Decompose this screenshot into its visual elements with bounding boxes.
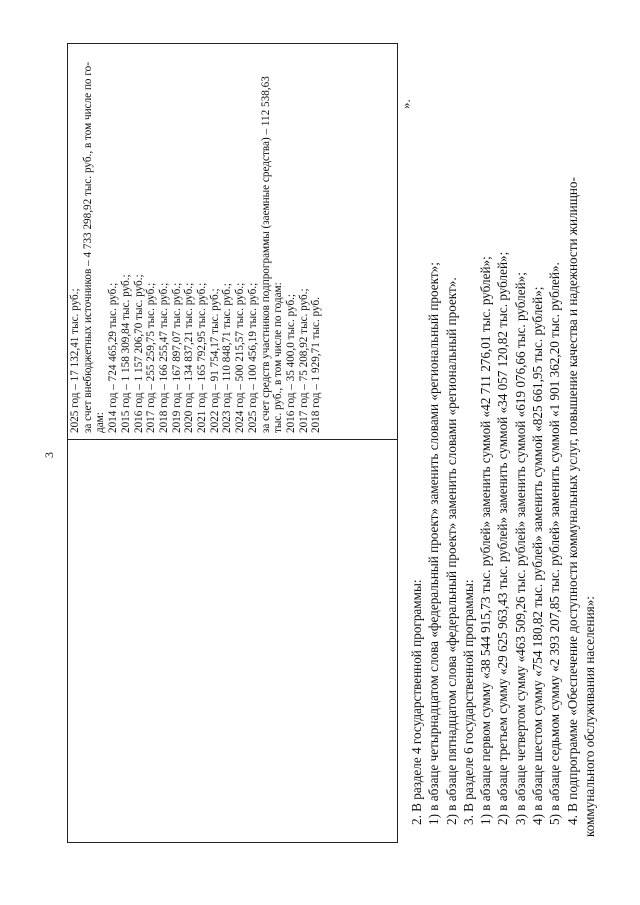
table-line: 2020 год – 134 837,21 тыс. руб.;	[183, 282, 196, 433]
paragraph-line: коммунального обслуживания населения»:	[581, 596, 597, 837]
amendment-text	[408, 25, 598, 837]
paragraph-line: 3. В разделе 6 государственной программы:	[460, 579, 476, 825]
table-line: 2021 год – 165 792,95 тыс. руб.;	[196, 282, 209, 433]
paragraph-line: 4) в абзаце шестом сумму «754 180,82 тыс. рублей» заменить суммой «825 661,95 тыс. рублей»;	[530, 286, 546, 825]
table-line: 2016 год – 1 157 206,70 тыс. руб.;	[132, 274, 145, 433]
table-line: 2014 год – 724 465,29 тыс. руб.;	[107, 282, 120, 433]
table-line: дам:	[94, 412, 107, 433]
table-line: 2025 год – 100 456,19 тыс. руб.;	[246, 282, 259, 433]
table-right-cell	[68, 44, 397, 440]
paragraph-line: 5) в абзаце седьмом сумму «2 393 207,85 тыс. рублей» заменить суммой «1 901 362,20 тыс. рублей».	[547, 262, 563, 825]
table-line: 2022 год – 91 754,17 тыс. руб.;	[208, 288, 221, 433]
page-number: 3	[42, 452, 56, 458]
table-line: за счет внебюджетных источников – 4 733 298,92 тыс. руб., в том числе по го-	[81, 62, 94, 433]
table-line: 2017 год – 255 259,75 тыс. руб.;	[145, 282, 158, 433]
paragraph-line: 3) в абзаце четвертом сумму «463 509,26 тыс. рублей» заменить суммой «619 076,66 тыс. рублей»;	[512, 272, 528, 825]
table-line: 2017 год – 75 208,92 тыс. руб.;	[297, 288, 310, 433]
table-line: 2018 год – 166 255,47 тыс. руб.;	[157, 282, 170, 433]
table-line: 2019 год – 167 897,07 тыс. руб.;	[170, 282, 183, 433]
table-left-cell	[68, 440, 397, 842]
table-line: тыс. руб., в том числе по годам:	[272, 282, 285, 433]
table-line: 2018 год – 1 929,71 тыс. руб.	[310, 297, 323, 433]
paragraph-line: 4. В подпрограмме «Обеспечение доступности коммунальных услуг, повышение качества и надежности жилищно-	[564, 177, 580, 825]
table-line: 2015 год – 1 158 309,84 тыс. руб.;	[119, 274, 132, 433]
paragraph-line: 1) в абзаце первом сумму «38 544 915,73 тыс. рублей» заменить суммой «42 711 276,01 тыс. рублей»;	[478, 256, 494, 825]
funding-table	[67, 43, 398, 843]
table-line: 2023 год – 110 848,71 тыс. руб.;	[221, 283, 234, 433]
table-line: за счет средств участников подпрограммы (заемные средства) – 112 538,63	[259, 76, 272, 433]
paragraph-line: 1) в абзаце четырнадцатом слова «федеральный проект» заменить словами «региональный проект»;	[426, 262, 442, 825]
paragraph-line: 2) в абзаце пятнадцатом слова «федеральный проект» заменить словами «региональный проект».	[443, 277, 459, 825]
closing-quote: ».	[398, 99, 413, 109]
table-line: 2025 год – 17 132,41 тыс. руб.;	[69, 288, 81, 433]
table-line: 2016 год – 35 400,0 тыс. руб.;	[284, 293, 297, 433]
table-line: 2024 год – 500 215,57 тыс. руб.;	[234, 282, 247, 433]
paragraph-line: 2) в абзаце третьем сумму «29 625 963,43 тыс. рублей» заменить суммой «34 057 120,82 тыс. рублей»;	[495, 251, 511, 825]
paragraph-line: 2. В разделе 4 государственной программы:	[409, 579, 424, 825]
